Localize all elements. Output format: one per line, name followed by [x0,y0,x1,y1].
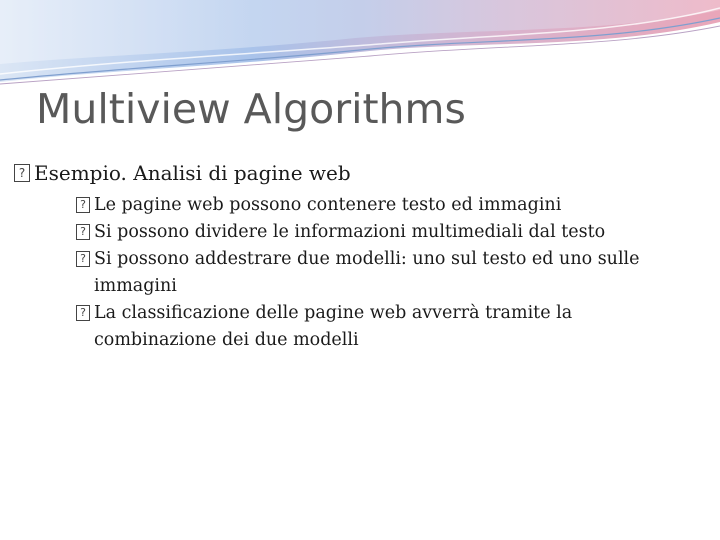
sub-bullet-point [76,192,669,219]
header-wave-decoration [0,0,720,90]
main-bullet-text: Esempio. Analisi di pagine web [34,161,351,185]
sub-bullet-text: La classificazione delle pagine web avverrà tramite la combinazione dei due modelli [94,303,573,350]
sub-bullet-text: Si possono addestrare due modelli: uno sul testo ed uno sulle immagini [94,249,640,296]
bullet-icon: ? [14,164,30,182]
bullet-icon: ? [76,305,90,321]
slide-title: Multiview Algorithms [36,85,466,133]
main-bullet-point [14,154,720,192]
sub-bullet-text: Si possono dividere le informazioni multimediali dal testo [94,222,606,242]
slide-content [0,154,720,354]
bullet-icon: ? [76,251,90,267]
bullet-icon: ? [76,197,90,213]
sub-bullet-point [76,246,669,300]
sub-bullet-point [76,219,669,246]
sub-bullet-point [76,300,669,354]
bullet-icon: ? [76,224,90,240]
sub-bullet-text: Le pagine web possono contenere testo ed immagini [94,195,562,215]
